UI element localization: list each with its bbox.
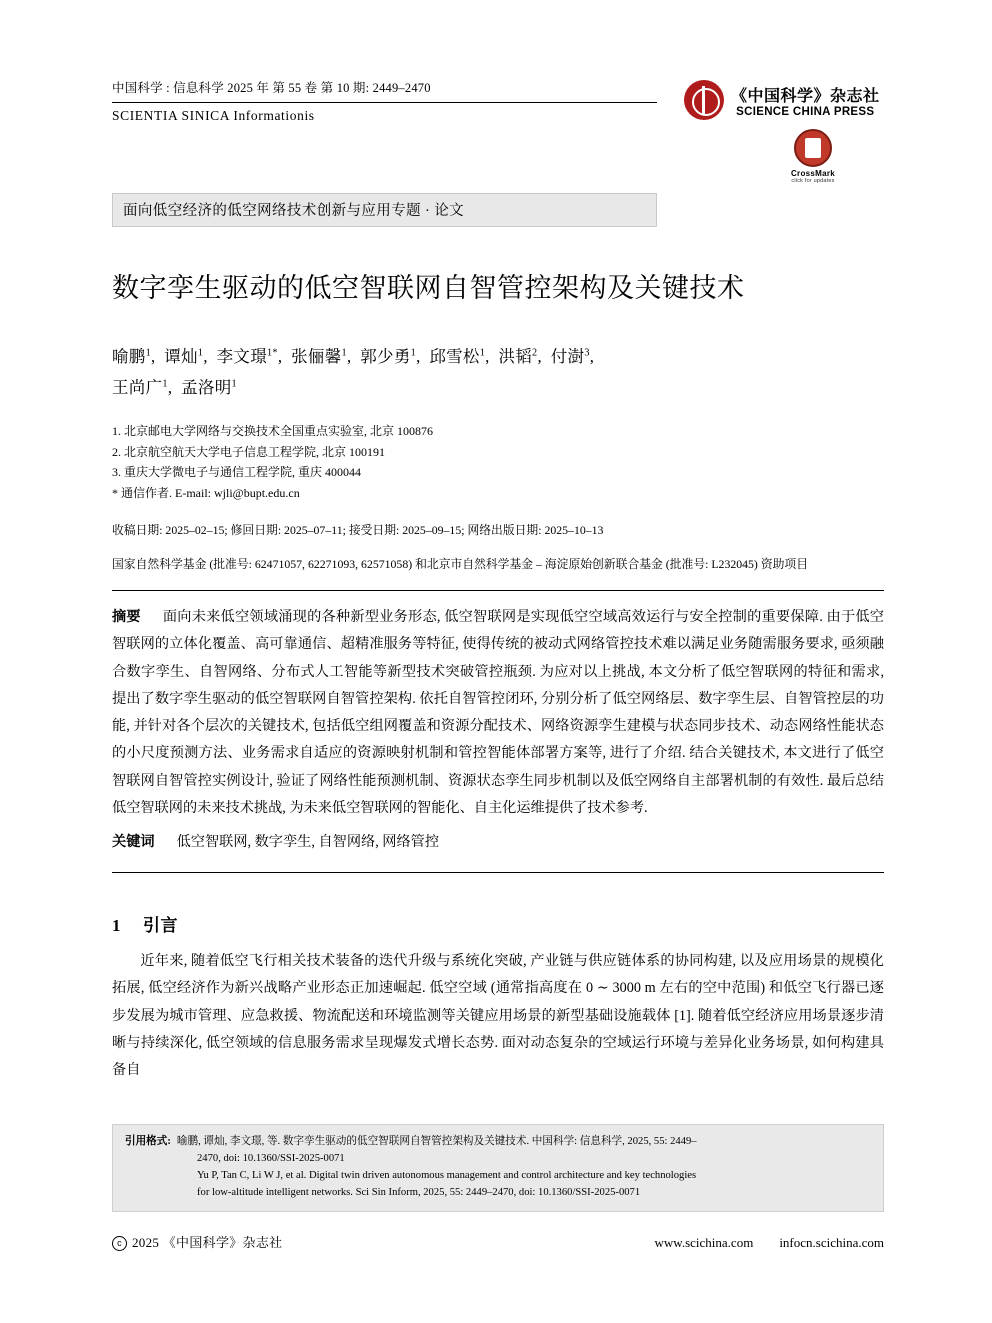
page-content [112,78,884,1084]
press-name-cn: 《中国科学》杂志社 [731,87,880,105]
page-header [112,78,884,184]
crossmark-badge-group[interactable] [742,129,884,184]
section-paragraph: 近年来, 随着低空飞行相关技术装备的迭代升级与系统化突破, 产业链与供应链体系的协同构建, 以及应用场景的规模化拓展, 低空经济作为新兴战略产业形态正加速崛起. 低空空域 (通常指高度在 0 ∼ 3000 m 左右的空中范围) 和低空飞行器已逐步发展为城市管理、应急救援、物流配送和环境监测等关键应用场景的新型基础设施载体 [1]. 随着低空经济应用场景逐步清晰与持续深化, 低空领域的信息服务需求呈现爆发式增长态势. 面对动态复杂的空域运行环境与差异化业务场景, 如何构建具备自 [112,953,884,1079]
page-title: 数字孪生驱动的低空智联网自智管控架构及关键技术 [112,273,745,303]
copyright-icon: c [112,1236,127,1251]
special-topic-banner: 面向低空经济的低空网络技术创新与应用专题 · 论文 [112,193,657,227]
press-logo [684,80,884,120]
journal-website-link[interactable]: www.scichina.com [654,1235,754,1250]
journal-english-name: SCIENTIA SINICA Informationis [112,108,315,123]
citation-line-en-1: Yu P, Tan C, Li W J, et al. Digital twin driven autonomous management and control architecture and key technologies [197,1170,697,1182]
page-footer [112,1232,884,1251]
copyright-notice [112,1232,282,1251]
crossmark-sublabel: click for updates [791,178,835,184]
affiliation-item: 2. 北京航空航天大学电子信息工程学院, 北京 100191 [112,444,386,459]
copyright-text: 2025 《中国科学》杂志社 [132,1235,283,1250]
press-name-en: SCIENCE CHINA PRESS [736,105,875,118]
citation-line-en-2: for low-altitude intelligent networks. Sci Sin Inform, 2025, 55: 2449–2470, doi: 10.1360/SSI-2025-0071 [197,1187,641,1199]
author-list [112,342,884,403]
abstract-label: 摘要 [112,609,141,625]
publication-dates: 收稿日期: 2025–02–15; 修回日期: 2025–07–11; 接受日期: 2025–09–15; 网络出版日期: 2025–10–13 [112,522,604,537]
citation-line-cn-2: 2470, doi: 10.1360/SSI-2025-0071 [197,1153,345,1165]
affiliation-item: 1. 北京邮电大学网络与交换技术全国重点实验室, 北京 100876 [112,424,434,439]
section-heading [112,911,884,936]
journal-issue-line: 中国科学 : 信息科学 2025 年 第 55 卷 第 10 期: 2449–2470 [112,81,431,95]
abstract-divider-bottom [112,872,884,873]
header-rule [112,102,657,103]
crossmark-label: CrossMark [790,169,836,178]
abstract-block [112,604,884,822]
abstract-text: 面向未来低空领域涌现的各种新型业务形态, 低空智联网是实现低空空域高效运行与安全控制的重要保障. 由于低空智联网的立体化覆盖、高可靠通信、超精准服务等特征, 使得传统的被动式网络管控技术难以满足业务随需服务要求, 亟须融合数字孪生、自智网络、分布式人工智能等新型技术突破管控瓶颈. 为应对以上挑战, 本文分析了低空智联网的特征和需求, 提出了数字孪生驱动的低空智联网自智管控架构. 依托自智管控闭环, 分别分析了低空网络层、数字孪生层、自智管控层的功能, 并针对各个层次的关键技术, 包括低空组网覆盖和资源分配技术、网络资源孪生建模与状态同步技术、动态网络性能状态的小尺度预测方法、业务需求自适应的资源映射机制和管控智能体部署方案等, 进行了介绍. 结合关键技术, 本文进行了低空智联网自智管控实例设计, 验证了网络性能预测机制、资源状态孪生同步机制以及低空网络自主部署机制的有效性. 最后总结低空智联网的未来技术挑战, 为未来低空智联网的智能化、自主化运维提供了技术参考. [112,609,884,816]
citation-box [112,1124,884,1212]
author-line-2: 王尚广$^1$, 孟洛明$^1$ [112,377,237,397]
author-line-1: 喻鹏$^1$, 谭灿$^1$, 李文璟$^{1*}$, 张俪馨$^1$, 郭少勇$^1$, 邱雪松$^1$, 洪韬$^2$, 付澍$^3$, [112,347,595,367]
header-left [112,78,657,124]
abstract-divider-top [112,590,884,591]
affiliation-list [112,421,884,504]
funding-statement: 国家自然科学基金 (批准号: 62471057, 62271093, 62571058) 和北京市自然科学基金 – 海淀原始创新联合基金 (批准号: L232045) 资助项目 [112,556,809,571]
keywords-text: 低空智联网, 数字孪生, 自智网络, 网络管控 [176,834,440,851]
press-emblem-icon [684,80,724,120]
footer-links [655,1235,884,1251]
journal-email-link[interactable]: infocn.scichina.com [779,1235,884,1250]
keywords-label: 关键词 [112,834,155,851]
crossmark-icon [794,129,832,167]
citation-label: 引用格式: [125,1136,171,1147]
affiliation-item: 3. 重庆大学微电子与通信工程学院, 重庆 400044 [112,465,362,480]
section-title: 引言 [143,916,178,936]
citation-text-cn-1: 喻鹏, 谭灿, 李文璟, 等. 数字孪生驱动的低空智联网自智管控架构及关键技术. 中国科学: 信息科学, 2025, 55: 2449– [176,1136,697,1147]
section-number: 1 [112,916,121,936]
header-right [684,78,884,184]
citation-line-cn-1 [125,1133,871,1150]
corresponding-author-email[interactable]: * 通信作者. E-mail: wjli@bupt.edu.cn [112,486,300,501]
keywords-block [112,829,884,856]
